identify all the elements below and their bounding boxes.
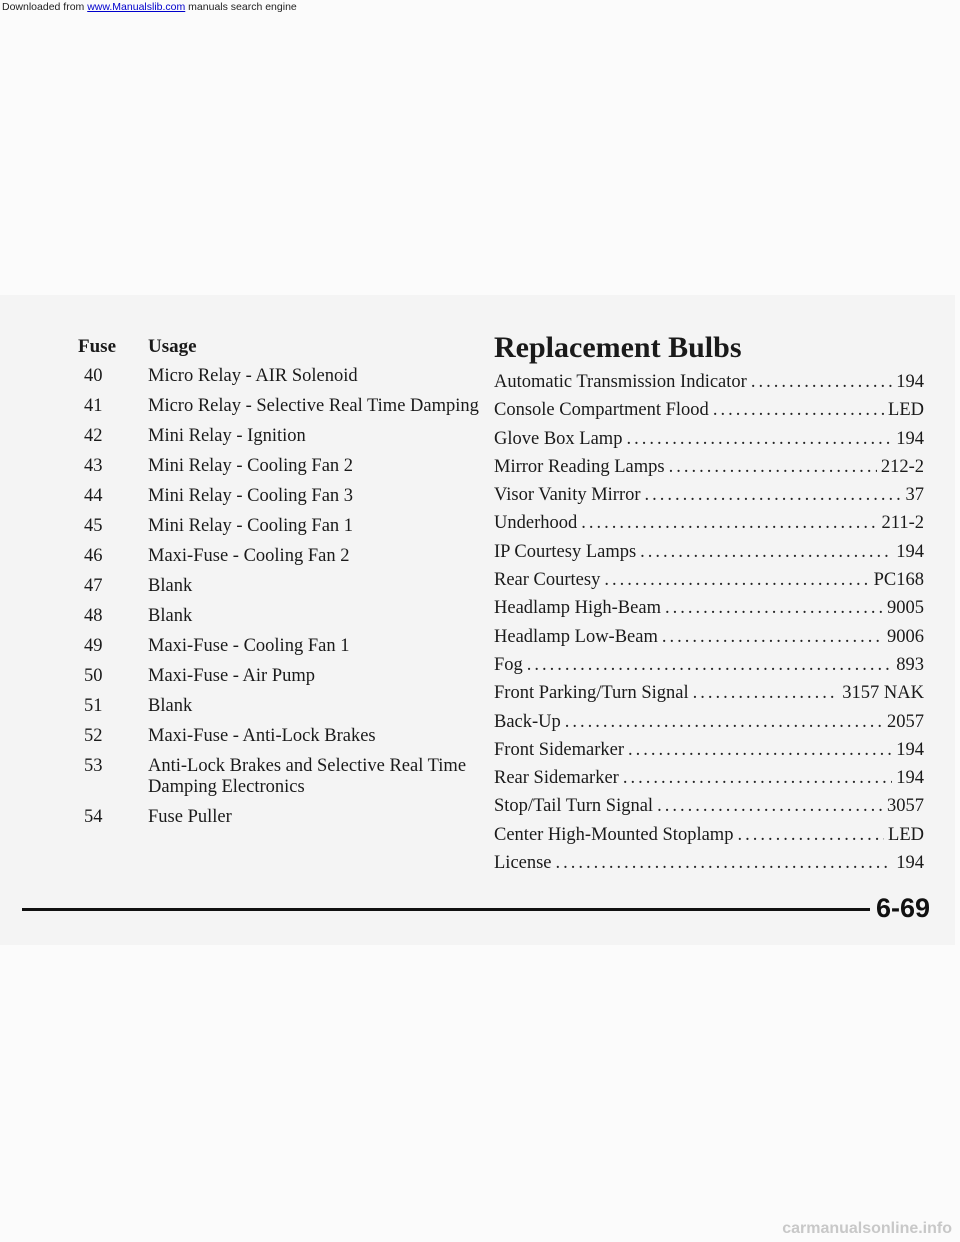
dot-leader — [623, 768, 892, 789]
bulb-name: Visor Vanity Mirror — [494, 485, 641, 506]
bulb-name: Rear Sidemarker — [494, 768, 619, 789]
bulb-number: PC168 — [873, 570, 924, 591]
dot-leader — [693, 683, 839, 704]
table-row — [78, 576, 498, 597]
bulb-number: 194 — [896, 428, 924, 449]
bulb-number: 212-2 — [880, 456, 924, 477]
bulb-name: Stop/Tail Turn Signal — [494, 796, 654, 817]
bulb-list — [494, 372, 924, 881]
bulb-name: Fog — [494, 654, 523, 675]
table-row — [78, 456, 498, 477]
bulb-number: LED — [888, 824, 924, 845]
table-row — [78, 666, 498, 687]
fuse-table-rows — [78, 366, 498, 828]
manualslib-link[interactable]: www.Manualslib.com — [87, 1, 186, 13]
list-item — [494, 485, 924, 513]
footer-rule — [22, 908, 870, 911]
bulb-name: Front Sidemarker — [494, 739, 624, 760]
fuse-usage: Micro Relay - AIR Solenoid — [148, 366, 358, 386]
dot-leader — [565, 712, 883, 733]
table-row — [78, 486, 498, 507]
table-row — [78, 546, 498, 567]
bulb-name: Glove Box Lamp — [494, 428, 623, 449]
dot-leader — [628, 740, 892, 761]
bulb-number: 211-2 — [881, 513, 924, 534]
list-item — [494, 712, 924, 740]
table-row — [78, 726, 498, 747]
list-item — [494, 457, 924, 485]
fuse-number: 54 — [84, 807, 103, 827]
table-row — [78, 366, 498, 387]
fuse-usage-table — [78, 336, 498, 837]
list-item — [494, 853, 924, 881]
table-row — [78, 606, 498, 627]
list-item — [494, 570, 924, 598]
fuse-usage: Mini Relay - Ignition — [148, 426, 306, 446]
list-item — [494, 598, 924, 626]
table-row — [78, 696, 498, 717]
fuse-number: 53 — [84, 756, 103, 776]
bulb-name: License — [494, 853, 552, 874]
dot-leader — [713, 400, 884, 421]
bulb-name: Console Compartment Flood — [494, 400, 709, 421]
page-number: 6-69 — [876, 893, 931, 923]
table-row — [78, 426, 498, 447]
table-row — [78, 396, 498, 417]
fuse-usage: Maxi-Fuse - Cooling Fan 1 — [148, 636, 350, 656]
list-item — [494, 429, 924, 457]
fuse-usage: Mini Relay - Cooling Fan 2 — [148, 456, 354, 476]
list-item — [494, 740, 924, 768]
fuse-column-header: Fuse — [78, 336, 116, 357]
bulb-number: 194 — [896, 768, 924, 789]
dot-leader — [604, 570, 869, 591]
dot-leader — [556, 853, 893, 874]
list-item — [494, 683, 924, 711]
table-row — [78, 516, 498, 537]
bulb-name: Headlamp Low-Beam — [494, 626, 658, 647]
fuse-number: 41 — [84, 396, 103, 416]
dot-leader — [665, 598, 883, 619]
bulb-number: LED — [888, 400, 924, 421]
bulb-name: Automatic Transmission Indicator — [494, 372, 747, 392]
bulb-number: 893 — [896, 654, 924, 675]
banner-suffix: manuals search engine — [185, 1, 297, 13]
table-row — [78, 807, 498, 828]
table-row — [78, 756, 498, 798]
bulb-number: 194 — [896, 853, 924, 874]
fuse-number: 47 — [84, 576, 103, 596]
list-item — [494, 655, 924, 683]
bulb-number: 9005 — [887, 598, 924, 619]
dot-leader — [645, 485, 902, 506]
fuse-table-header — [78, 336, 498, 366]
list-item — [494, 825, 924, 853]
fuse-number: 48 — [84, 606, 103, 626]
fuse-usage: Maxi-Fuse - Cooling Fan 2 — [148, 546, 350, 566]
bulb-name: Underhood — [494, 513, 578, 534]
list-item — [494, 627, 924, 655]
replacement-bulbs-section — [494, 330, 924, 881]
bulb-number: 194 — [896, 739, 924, 760]
dot-leader — [527, 655, 892, 676]
fuse-usage: Mini Relay - Cooling Fan 1 — [148, 516, 354, 536]
fuse-usage: Mini Relay - Cooling Fan 3 — [148, 486, 354, 506]
banner-prefix: Downloaded from — [2, 1, 88, 13]
watermark: carmanualsonline.info — [782, 1220, 952, 1237]
fuse-number: 42 — [84, 426, 103, 446]
bulb-number: 194 — [896, 372, 924, 392]
bulb-name: Headlamp High-Beam — [494, 598, 661, 619]
fuse-usage: Blank — [148, 606, 193, 626]
bulb-name: IP Courtesy Lamps — [494, 541, 637, 562]
bulb-number: 3057 — [887, 796, 924, 817]
dot-leader — [640, 542, 892, 563]
bulb-name: Center High-Mounted Stoplamp — [494, 824, 734, 845]
section-title: Replacement Bulbs — [494, 331, 742, 364]
dot-leader — [662, 627, 883, 648]
fuse-number: 44 — [84, 486, 103, 506]
dot-leader — [669, 457, 877, 478]
dot-leader — [737, 825, 884, 846]
bulb-name: Back-Up — [494, 711, 561, 732]
fuse-number: 45 — [84, 516, 103, 536]
bulb-number: 2057 — [887, 711, 924, 732]
bulb-name: Mirror Reading Lamps — [494, 456, 665, 477]
list-item — [494, 796, 924, 824]
bulb-number: 3157 NAK — [842, 683, 924, 704]
fuse-number: 40 — [84, 366, 103, 386]
fuse-number: 43 — [84, 456, 103, 476]
list-item — [494, 768, 924, 796]
dot-leader — [657, 796, 883, 817]
fuse-usage: Micro Relay - Selective Real Time Damping — [148, 396, 479, 416]
bulb-number: 194 — [896, 541, 924, 562]
dot-leader — [581, 513, 877, 534]
download-banner — [2, 1, 297, 13]
fuse-number: 52 — [84, 726, 103, 746]
fuse-number: 46 — [84, 546, 103, 566]
fuse-usage: Blank — [148, 696, 193, 716]
fuse-number: 49 — [84, 636, 103, 656]
dot-leader — [626, 429, 892, 450]
usage-column-header: Usage — [148, 336, 197, 357]
bulb-name: Rear Courtesy — [494, 570, 601, 591]
fuse-usage: Anti-Lock Brakes and Selective Real Time Damping Electronics — [148, 756, 467, 797]
fuse-usage: Fuse Puller — [148, 807, 232, 827]
bulb-number: 37 — [905, 485, 924, 506]
bulb-name: Front Parking/Turn Signal — [494, 683, 689, 704]
list-item — [494, 372, 924, 400]
list-item — [494, 513, 924, 541]
dot-leader — [751, 372, 892, 393]
fuse-number: 51 — [84, 696, 103, 716]
table-row — [78, 636, 498, 657]
fuse-number: 50 — [84, 666, 103, 686]
list-item — [494, 400, 924, 428]
fuse-usage: Maxi-Fuse - Anti-Lock Brakes — [148, 726, 376, 746]
bulb-number: 9006 — [887, 626, 924, 647]
fuse-usage: Maxi-Fuse - Air Pump — [148, 666, 316, 686]
list-item — [494, 542, 924, 570]
fuse-usage: Blank — [148, 576, 193, 596]
